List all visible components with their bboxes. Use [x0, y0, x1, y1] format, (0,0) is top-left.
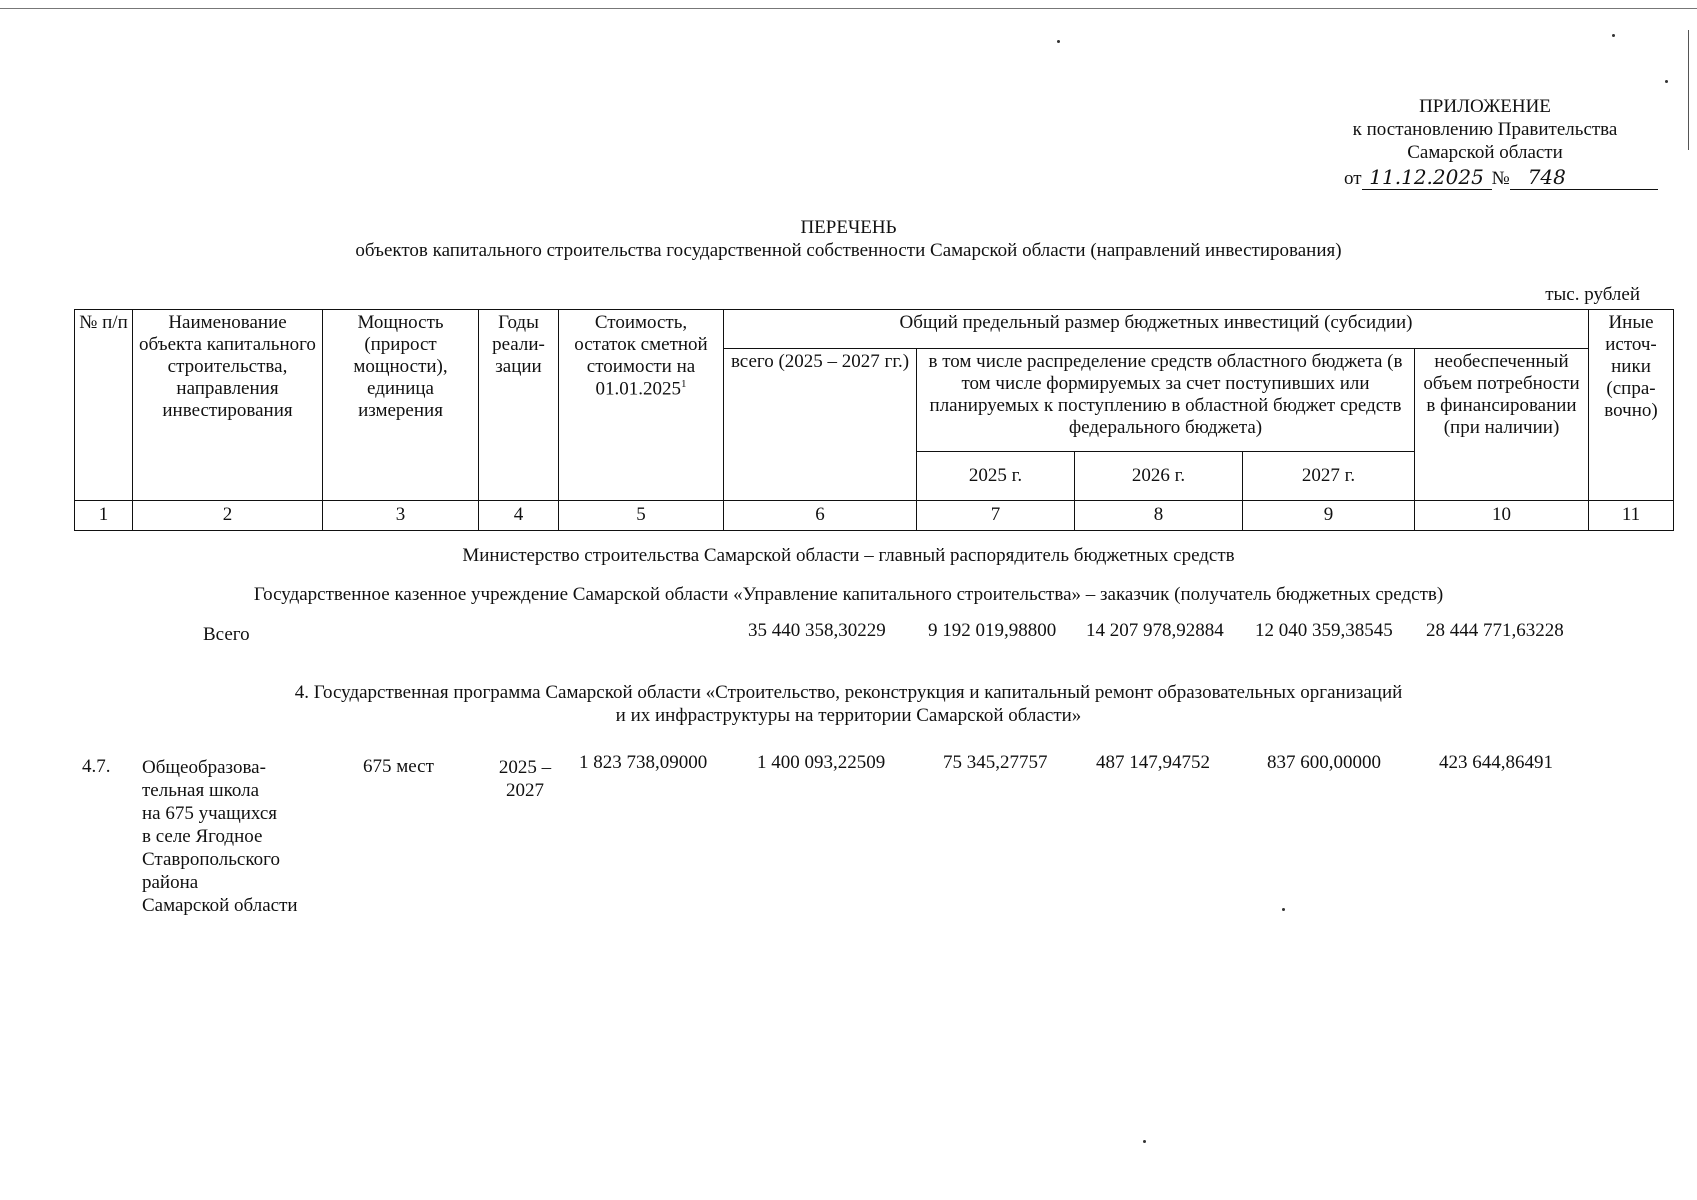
header-years: Годы реали- зации — [479, 310, 559, 501]
column-number: 11 — [1589, 501, 1674, 531]
program-line2: и их инфраструктуры на территории Самарской области» — [615, 705, 1082, 726]
item-2025: 75 345,27757 — [943, 752, 1048, 773]
column-number: 8 — [1075, 501, 1243, 531]
scan-speck — [1143, 1140, 1146, 1143]
header-cost-text: Стоимость, остаток сметной стоимости на 01.01.2025 — [574, 312, 708, 400]
number-prefix: № — [1491, 168, 1510, 189]
column-number: 1 — [75, 501, 133, 531]
item-2026: 487 147,94752 — [1096, 752, 1210, 773]
column-number: 7 — [917, 501, 1075, 531]
header-year-2025: 2025 г. — [917, 452, 1075, 501]
item-name-line: Самарской области — [142, 895, 298, 916]
units-label: тыс. рублей — [1545, 284, 1640, 305]
ministry-line: Министерство строительства Самарской области – главный распорядитель бюджетных средств — [462, 545, 1235, 566]
document-subtitle: объектов капитального строительства государственной собственности Самарской области (направлений инвестирования) — [355, 240, 1342, 261]
item-cost: 1 823 738,09000 — [579, 752, 708, 773]
item-name-line: Ставропольского — [142, 849, 280, 870]
scan-speck — [1665, 80, 1668, 83]
item-years-start: 2025 – — [498, 757, 552, 778]
item-name-line: на 675 учащихся — [142, 803, 278, 824]
handwritten-number: 748 — [1510, 165, 1658, 190]
item-unfunded: 423 644,86491 — [1439, 752, 1553, 773]
header-year-2027: 2027 г. — [1243, 452, 1415, 501]
scan-right-edge — [1688, 30, 1689, 150]
appendix-block — [1300, 96, 1670, 188]
column-number: 9 — [1243, 501, 1415, 531]
header-num: № п/п — [75, 310, 133, 501]
appendix-title: ПРИЛОЖЕНИЕ — [1419, 96, 1551, 117]
column-number: 3 — [323, 501, 479, 531]
item-years — [490, 756, 560, 802]
header-unfunded: необеспеченный объем потребности в финансировании (при наличии) — [1415, 349, 1589, 501]
column-number: 5 — [559, 501, 724, 531]
item-name-line: района — [142, 872, 199, 893]
item-total: 1 400 093,22509 — [757, 752, 886, 773]
header-distribution: в том числе распределение средств областного бюджета (в том числе формируемых за счет поступивших или планируемых к поступлению в областной бюджет средств федерального бюджета) — [917, 349, 1415, 452]
footnote-mark: 1 — [681, 378, 687, 391]
total-2027: 12 040 359,38545 — [1255, 620, 1393, 641]
scan-speck — [1057, 40, 1060, 43]
item-name-line: в селе Ягодное — [142, 826, 263, 847]
appendix-date-line — [1300, 165, 1670, 188]
document-title: ПЕРЕЧЕНЬ — [800, 217, 897, 238]
header-table — [74, 309, 1674, 531]
item-2027: 837 600,00000 — [1267, 752, 1381, 773]
scan-speck — [1282, 908, 1285, 911]
header-year-2026: 2026 г. — [1075, 452, 1243, 501]
item-capacity: 675 мест — [363, 756, 434, 777]
header-object-name: Наименование объекта капитального строительства, направления инвестирования — [133, 310, 323, 501]
appendix-line1: к постановлению Правительства — [1352, 119, 1618, 140]
column-number: 10 — [1415, 501, 1589, 531]
header-total: всего (2025 – 2027 гг.) — [724, 349, 917, 501]
scan-speck — [1612, 34, 1615, 37]
column-number: 6 — [724, 501, 917, 531]
column-number: 4 — [479, 501, 559, 531]
item-object-name — [142, 756, 322, 917]
header-total-group: Общий предельный размер бюджетных инвестиций (субсидии) — [724, 310, 1589, 349]
item-name-line: тельная школа — [142, 780, 260, 801]
item-name-line: Общеобразова- — [142, 757, 266, 778]
total-2025: 9 192 019,98800 — [928, 620, 1057, 641]
handwritten-date: 11.12.2025 — [1362, 165, 1492, 190]
customer-line: Государственное казенное учреждение Самарской области «Управление капитального строительства» – заказчик (получатель бюджетных средств) — [253, 584, 1444, 605]
header-capacity: Мощность (прирост мощности), единица измерения — [323, 310, 479, 501]
date-prefix: от — [1344, 168, 1362, 189]
column-number: 2 — [133, 501, 323, 531]
item-years-end: 2027 — [506, 780, 544, 801]
total-label: Всего — [203, 624, 250, 645]
item-number: 4.7. — [82, 756, 111, 777]
program-line1: 4. Государственная программа Самарской области «Строительство, реконструкция и капитальный ремонт образовательных организаций — [294, 682, 1403, 703]
header-other-sources: Иные источ- ники (спра- вочно) — [1589, 310, 1674, 501]
total-2026: 14 207 978,92884 — [1086, 620, 1224, 641]
scan-top-rule — [0, 8, 1697, 9]
total-amount: 35 440 358,30229 — [748, 620, 886, 641]
header-cost — [559, 310, 724, 501]
appendix-line2: Самарской области — [1407, 142, 1563, 163]
total-unfunded: 28 444 771,63228 — [1426, 620, 1564, 641]
